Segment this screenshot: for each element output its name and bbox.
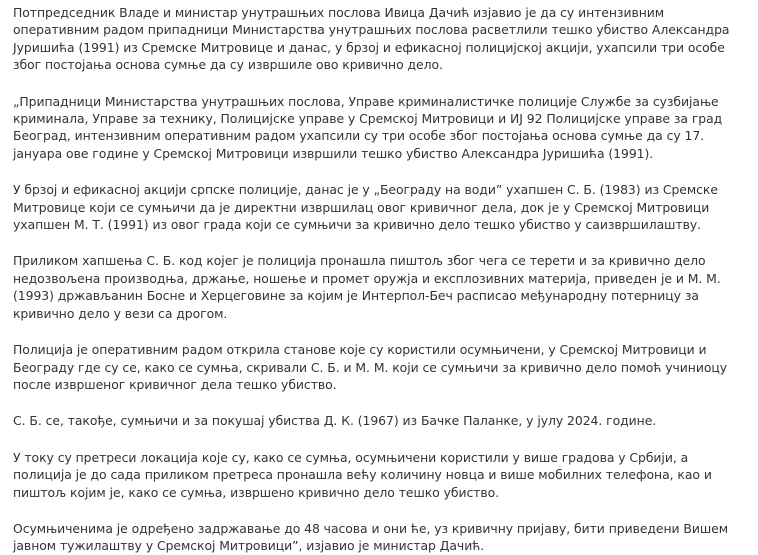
paragraph-1: Потпредседник Владе и министар унутрашњих послова Ивица Дачић изјавио је да су интензивним оперативним радом припадници Министарства унутрашњих послова расветлили тешко убиство Александра Јуришића (1991) из Сремске Митровице и данас, у брзој и ефикасној полицијској акцији, ухапсили три особе због постојања основа сумње да су извршиле ово кривично дело.: [13, 5, 730, 73]
paragraph-2: „Припадници Министарства унутрашњих послова, Управе криминалистичке полиције Службе за сузбијање криминала, Управе за технику, Полицијске управе у Сремској Митровици и ИЈ 92 Полицијске управе за град Београд, интензивним оперативним радом ухапсили су три особе због постојања основа сумње да су 17. јануара ове године у Сремској Митровици извршили тешко убиство Александра Јуришића (1991).: [13, 93, 723, 161]
paragraph-8: Осумњиченима је одређено задржавање до 48 часова и они ће, уз кривичну пријаву, бити приведени Вишем јавном тужилаштву у Сремској Митровици”, изјавио је министар Дачић.: [13, 520, 729, 554]
paragraph-5: Полиција је оперативним радом открила станове које су користили осумњичени, у Сремској Митровици и Београду где су се, како се сумња, скривали С. Б. и М. М. који се сумњичи за кривично дело помоћ учиниоцу после извршеног кривичног дела тешко убиство.: [13, 342, 728, 392]
paragraph-6: С. Б. се, такође, сумњичи и за покушај убиства Д. К. (1967) из Бачке Паланке, у јулу 2024. године.: [13, 413, 657, 429]
paragraph-7: У току су претреси локација које су, како се сумња, осумњичени користили у више градова у Србији, а полиција је до сада приликом претреса пронашла већу количину новца и више мобилних телефона, као и пиштољ којим је, како се сумња, извршено кривично дело тешко убиство.: [13, 449, 712, 500]
paragraph-3: У брзој и ефикасној акцији српске полиције, данас је у „Београду на води” ухапшен С. Б. (1983) из Сремске Митровице који се сумњичи да је директни извршилац овог кривичног дела, док је у Сремској Митровици ухапшен М. Т. (1991) из овог града који се сумњичи за кривично дело тешко убиство у саизвршилаштву.: [13, 182, 718, 233]
paragraph-4: Приликом хапшења С. Б. код којег је полиција пронашла пиштољ због чега се терети и за кривично дело недозвољена производња, држање, ношење и промет оружја и експлозивних материја, приведен је и М. М. (1993) држављанин Босне и Херцеговине за којим је Интерпол-Беч расписао међународну потерницу за кривично дело у вези са дрогом.: [13, 253, 721, 321]
